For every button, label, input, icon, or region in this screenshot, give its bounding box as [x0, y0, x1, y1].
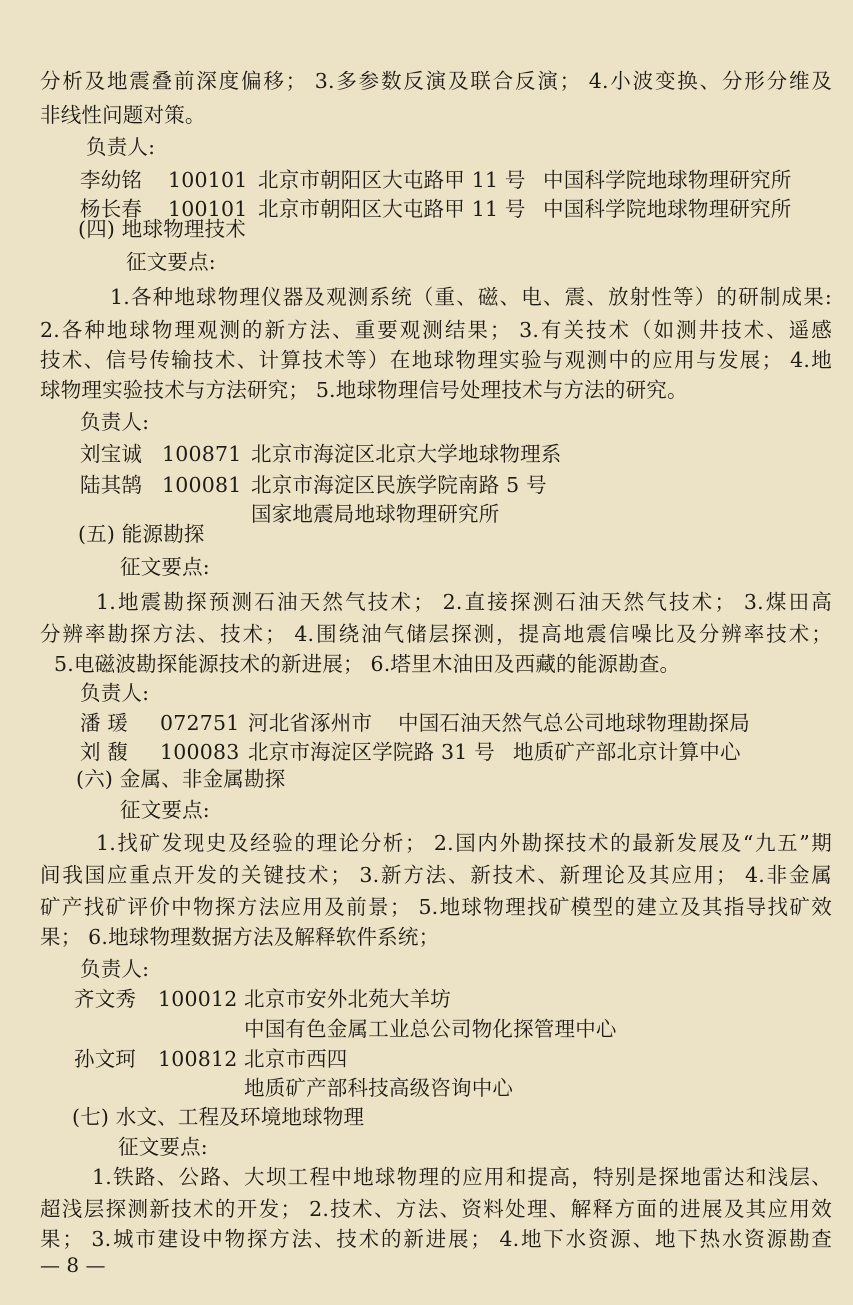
postal-code: 100871: [162, 442, 242, 466]
postal-code: 100012: [158, 987, 238, 1011]
contact-organization: 国家地震局地球物理研究所: [251, 502, 500, 526]
text-line: 5.电磁波勘探能源技术的新进展； 6.塔里木油田及西藏的能源勘查。: [54, 652, 681, 676]
contact-name: 孙文珂: [74, 1047, 137, 1071]
text-line: 分析及地震叠前深度偏移； 3.多参数反演及联合反演； 4.小波变换、分形分维及: [40, 69, 832, 93]
contact-name: 潘 瑗: [80, 711, 129, 735]
contact-organization: 地质矿产部北京计算中心: [513, 740, 741, 764]
contact-organization: 中国石油天然气总公司地球物理勘探局: [398, 711, 750, 735]
contact-name: 刘宝诚: [80, 442, 143, 466]
text-line: 矿产找矿评价中物探方法应用及前景； 5.地球物理找矿模型的建立及其指导找矿效: [40, 895, 832, 919]
contact-address: 北京市朝阳区大屯路甲 11 号: [258, 168, 526, 192]
section-heading: (四) 地球物理技术: [78, 217, 247, 241]
contact-address: 北京市安外北苑大羊坊: [244, 987, 451, 1011]
contact-address: 北京市海淀区民族学院南路 5 号: [251, 473, 547, 497]
page-number: — 8 —: [40, 1253, 106, 1277]
postal-code: 100081: [162, 473, 242, 497]
contact-organization: 中国科学院地球物理研究所: [543, 168, 792, 192]
text-line: 分辨率勘探方法、技术； 4.围绕油气储层探测，提高地震信噪比及分辨率技术；: [40, 622, 832, 646]
postal-code: 100083: [160, 740, 240, 764]
section-heading: (五) 能源勘探: [78, 522, 205, 546]
subsection-label: 征文要点:: [118, 1135, 208, 1159]
text-line: 2.各种地球物理观测的新方法、重要观测结果； 3.有关技术（如测井技术、遥感: [40, 318, 832, 342]
text-line: 球物理实验技术与方法研究； 5.地球物理信号处理技术与方法的研究。: [40, 378, 688, 402]
postal-code: 100101: [168, 197, 248, 221]
contact-organization: 中国有色金属工业总公司物化探管理中心: [244, 1017, 617, 1041]
contact-organization: 中国科学院地球物理研究所: [543, 197, 792, 221]
postal-code: 100101: [168, 168, 248, 192]
contact-name: 李幼铭: [80, 168, 143, 192]
text-line: 1.找矿发现史及经验的理论分析； 2.国内外勘探技术的最新发展及“九五”期: [96, 831, 832, 855]
responsible-label: 负责人:: [80, 681, 150, 705]
contact-address: 北京市朝阳区大屯路甲 11 号: [258, 197, 526, 221]
text-line: 技术、信号传输技术、计算技术等）在地球物理实验与观测中的应用与发展； 4.地: [40, 348, 832, 372]
text-line: 非线性问题对策。: [40, 103, 206, 127]
contact-address: 北京市西四: [244, 1047, 348, 1071]
responsible-label: 负责人:: [86, 135, 156, 159]
text-line: 1.铁路、公路、大坝工程中地球物理的应用和提高，特别是探地雷达和浅层、: [92, 1165, 832, 1189]
contact-name: 杨长春: [80, 197, 143, 221]
responsible-label: 负责人:: [80, 410, 150, 434]
subsection-label: 征文要点:: [120, 798, 210, 822]
responsible-label: 负责人:: [80, 957, 150, 981]
text-line: 果； 3.城市建设中物探方法、技术的新进展； 4.地下水资源、地下热水资源勘查: [40, 1227, 832, 1251]
contact-address: 北京市海淀区学院路 31 号: [248, 740, 495, 764]
text-line: 1.地震勘探预测石油天然气技术； 2.直接探测石油天然气技术； 3.煤田高: [96, 590, 832, 614]
postal-code: 100812: [158, 1047, 238, 1071]
text-line: 超浅层探测新技术的开发； 2.技术、方法、资料处理、解释方面的进展及其应用效: [40, 1197, 832, 1221]
contact-name: 陆其鹄: [80, 473, 143, 497]
contact-address: 北京市海淀区北京大学地球物理系: [251, 442, 562, 466]
section-heading: (六) 金属、非金属勘探: [76, 767, 286, 791]
contact-name: 齐文秀: [74, 987, 137, 1011]
contact-address: 河北省涿州市: [248, 711, 373, 735]
subsection-label: 征文要点:: [126, 250, 216, 274]
subsection-label: 征文要点:: [120, 555, 210, 579]
section-heading: (七) 水文、工程及环境地球物理: [72, 1105, 365, 1129]
text-line: 果； 6.地球物理数据方法及解释软件系统；: [40, 925, 440, 949]
contact-name: 刘 馥: [80, 740, 129, 764]
text-line: 1.各种地球物理仪器及观测系统（重、磁、电、震、放射性等）的研制成果:: [110, 285, 832, 309]
contact-organization: 地质矿产部科技高级咨询中心: [244, 1076, 514, 1100]
postal-code: 072751: [160, 711, 240, 735]
text-line: 间我国应重点开发的关键技术； 3.新方法、新技术、新理论及其应用； 4.非金属: [40, 863, 832, 887]
